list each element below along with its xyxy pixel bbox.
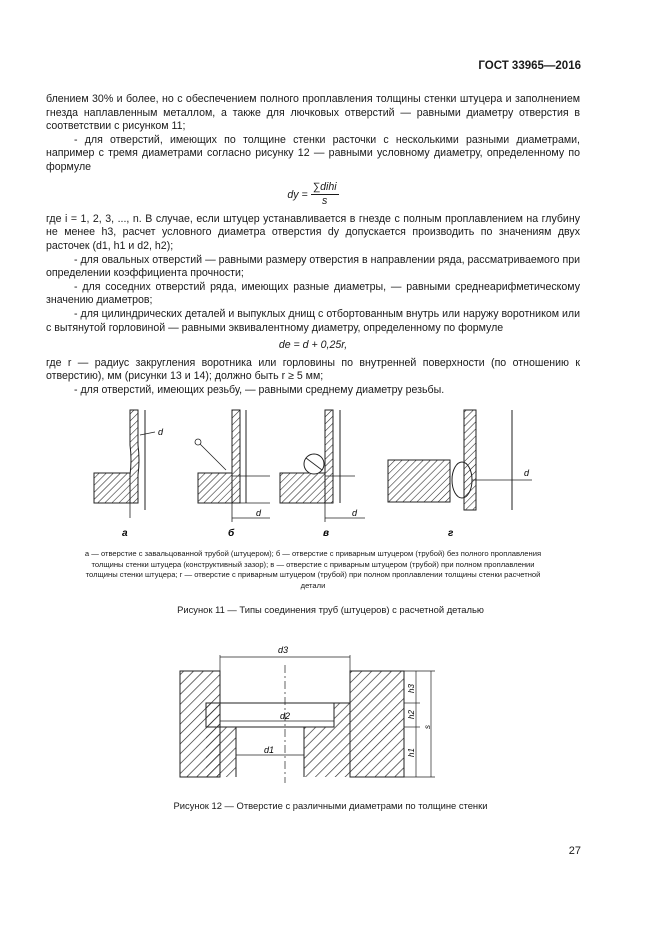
figure-12-h2-label: h2 (407, 710, 416, 719)
paragraph-8: - для отверстий, имеющих резьбу, — равными среднему диаметру резьбы. (74, 383, 445, 396)
figure-11v-sketch (280, 410, 365, 539)
figure-11g-dim-label: d (524, 468, 530, 478)
figure-11-legend-line-2: толщины стенки штуцера (конструктивный зазор); в — отверстие с приварным штуцером (трубой) при полном проплавлении (91, 559, 535, 569)
figure-11b-dim-label: d (256, 508, 262, 518)
figure-11-legend-line-1: а — отверстие с завальцованной трубой (штуцером); б — отверстие с приварным штуцером (трубой) без полного проплавления (84, 549, 542, 558)
body-text (46, 93, 580, 397)
paragraph-6: - для цилиндрических деталей и выпуклых днищ с отбортованным внутрь или наружу воротником или с вытянутой горловиной — равными эквивалентному диаметру, определенному по формуле (46, 307, 580, 334)
figure-11-legend (46, 549, 580, 591)
paragraph-2: - для отверстий, имеющих по толщине стенки расточки с несколькими разными диаметрами, например с тремя диаметрами согласно рисунку 12 — равными условному диаметру, определенному по формуле (46, 133, 580, 173)
figure-12-drawing (150, 635, 480, 785)
figure-12-d2-label: d2 (280, 711, 291, 721)
figure-11-legend-line-3: толщины стенки штуцера; г — отверстие с приварным штуцером (трубой) при полном проплавлении толщины стенки расчетной (85, 570, 541, 579)
formula-dy-denominator: s (321, 195, 328, 208)
page-number: 27 (568, 845, 581, 857)
paragraph-7: где r — радиус закругления воротника или горловины по внутренней поверхности (по отношению к отверстию), мм (рисунки 13 и 14); должно быть r ≥ 5 мм; (46, 356, 580, 383)
figure-11v-label: в (323, 528, 330, 539)
figure-12-d1-label: d1 (264, 745, 275, 755)
figure-11a-label: а (122, 528, 128, 539)
figure-11v-dim-label: d (352, 508, 358, 518)
figure-11a-sketch (94, 410, 164, 539)
formula-dy-lhs: dy = (287, 188, 308, 201)
formula-dy-numerator: ∑dihi (311, 181, 339, 196)
figure-11-drawing (80, 400, 580, 540)
paragraph-3: где i = 1, 2, 3, ..., n. В случае, если штуцер устанавливается в гнезде с полным проплавлением на глубину не менее h3, расчет условного диаметра отверстия dy допускается производить по значениям двух расточек (d1, h1 и d2, h2); (46, 212, 580, 252)
figure-12-s-label: s (423, 725, 432, 729)
formula-dy-fraction (311, 181, 339, 209)
figure-11-caption: Рисунок 11 — Типы соединения труб (штуцеров) с расчетной деталью (177, 604, 484, 615)
figure-11b-label: б (228, 528, 235, 539)
figure-11g-label: г (448, 528, 454, 539)
figure-12-caption: Рисунок 12 — Отверстие с различными диаметрами по толщине стенки (173, 800, 488, 811)
figure-12-d3-label: d3 (278, 645, 289, 655)
figure-12-h3-label: h3 (407, 684, 416, 693)
figure-11g-sketch (388, 410, 532, 539)
formula-dy (46, 181, 580, 209)
figure-11a-dim-label: d (158, 427, 164, 437)
standard-header: ГОСТ 33965—2016 (478, 60, 581, 72)
paragraph-1: блением 30% и более, но с обеспечением полного проплавления толщины стенки штуцера и заполнением гнезда наплавленным металлом, а также для лючковых отверстий — равными диаметру отверстия в соответствии с рисунком 11; (46, 93, 580, 133)
formula-de: de = d + 0,25r, (278, 339, 348, 352)
paragraph-4: - для овальных отверстий — равными размеру отверстия в направлении ряда, рассматриваемого при определении коэффициента прочности; (46, 253, 580, 280)
paragraph-5: - для соседних отверстий ряда, имеющих разные диаметры, — равными среднеарифметическому значению диаметров; (46, 280, 580, 307)
figure-11-legend-line-4: детали (300, 580, 326, 590)
figure-12-h1-label: h1 (407, 748, 416, 757)
figure-11b-sketch (195, 410, 270, 539)
